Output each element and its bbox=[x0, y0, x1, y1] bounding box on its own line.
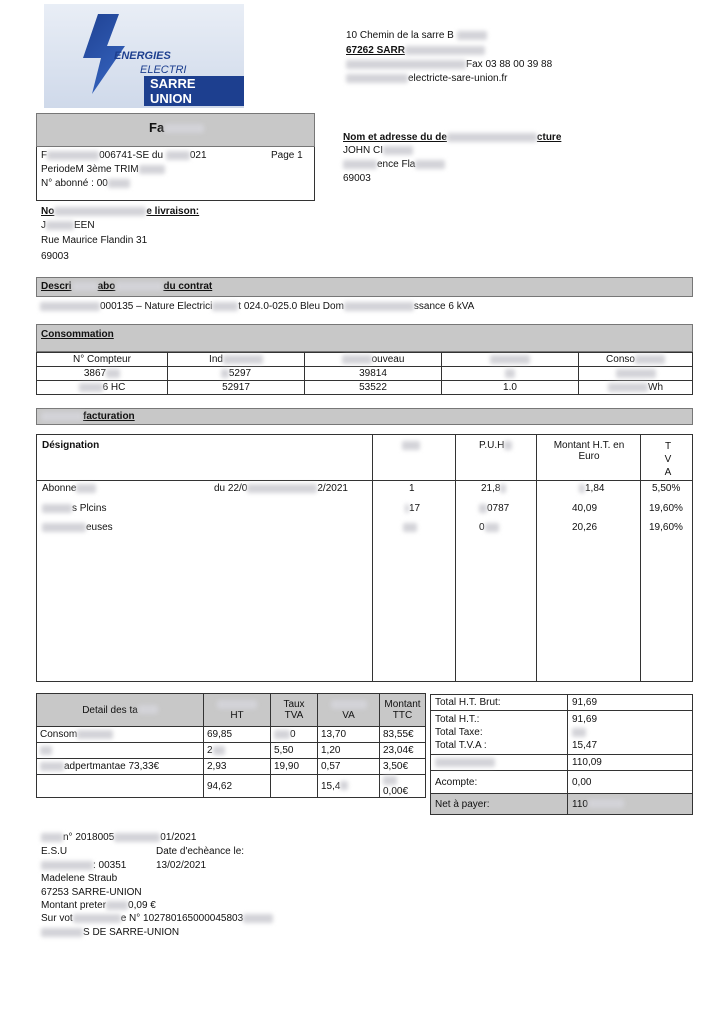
montant-header: Montant H.T. en Euro bbox=[553, 440, 625, 462]
acompte-row: Acompte: 0,00 bbox=[431, 771, 693, 794]
col-index-header: Ind bbox=[168, 353, 305, 367]
table-row: 3867 5297 39814 bbox=[37, 367, 693, 381]
due-date-value: 13/02/2021 bbox=[156, 860, 207, 871]
page-number: Page 1 bbox=[271, 150, 303, 161]
contract-heading: Descri abo du contrat bbox=[41, 281, 213, 292]
delivery-name: J EEN bbox=[41, 220, 95, 231]
delivery-heading: No e livraison: bbox=[41, 206, 200, 217]
row1-designation: Abonne bbox=[42, 483, 96, 494]
row2-designation: s Plcins bbox=[42, 503, 106, 514]
payment-line6: Montant preter 0,09 € bbox=[41, 900, 156, 911]
subscriber-number: N° abonné : 00 bbox=[41, 178, 130, 189]
invoice-period: PeriodeM 3ème TRIM bbox=[41, 164, 165, 175]
row2-qty: 17 bbox=[405, 503, 420, 514]
col-coef-header bbox=[442, 353, 579, 367]
payment-line2: E.S.U bbox=[41, 846, 68, 857]
row2-montant: 40,09 bbox=[572, 503, 598, 514]
designation-header: Désignation bbox=[42, 440, 100, 451]
logo-line2: ELECTRI bbox=[140, 64, 187, 76]
consommation-table bbox=[36, 352, 693, 395]
puht-header: P.U.H bbox=[479, 440, 512, 451]
invoice-number: F 006741-SE du 021 bbox=[41, 150, 207, 161]
invoice-info-box bbox=[36, 147, 315, 201]
row1-qty: 1 bbox=[409, 483, 415, 494]
contract-heading-bar bbox=[36, 277, 693, 297]
row3-puht: 0 bbox=[479, 522, 499, 533]
invoice-title: Fa bbox=[149, 120, 204, 135]
total-ht-tax-tva-row: Total H.T.: Total Taxe: Total T.V.A : 91,69 15,47 bbox=[431, 711, 693, 755]
row1-period: du 22/0 2/2021 bbox=[214, 483, 348, 494]
facturation-heading: facturation bbox=[41, 411, 135, 422]
payment-line7: Sur vot e N° 102780165000045803 bbox=[41, 913, 273, 924]
table-row: 2 5,50 1,20 23,04€ bbox=[37, 743, 426, 759]
recipient-street: ence Fla bbox=[343, 159, 445, 170]
sender-phone: Fax 03 88 00 39 88 bbox=[346, 59, 552, 70]
row3-designation: euses bbox=[42, 522, 113, 533]
col-compteur-header: N° Compteur bbox=[37, 353, 168, 367]
total-ttc-row: 110,09 bbox=[431, 755, 693, 771]
total-brut-row: Total H.T. Brut: 91,69 bbox=[431, 695, 693, 711]
payment-line3: : 00351 bbox=[41, 860, 126, 871]
table-row: Consom 69,85 0 13,70 83,55€ bbox=[37, 727, 426, 743]
sender-email: electricte-sare-union.fr bbox=[346, 73, 507, 84]
row3-montant: 20,26 bbox=[572, 522, 598, 533]
contract-description: 000135 – Nature Electrici t 024.0-025.0 Bleu Dom ssance 6 kVA bbox=[40, 301, 474, 312]
consommation-heading: Consommation bbox=[41, 329, 114, 340]
table-row: 6 HC 52917 53522 1.0 Wh bbox=[37, 381, 693, 395]
company-logo bbox=[44, 4, 244, 108]
payment-line4: Madelene Straub bbox=[41, 873, 118, 884]
row1-montant: 1,84 bbox=[579, 483, 604, 494]
consommation-header-row bbox=[37, 353, 693, 367]
payment-line1: n° 2018005 01/2021 bbox=[41, 832, 196, 843]
facturation-table bbox=[36, 434, 693, 682]
row1-tva: 5,50% bbox=[652, 483, 681, 494]
row3-tva: 19,60% bbox=[649, 522, 683, 533]
col-conso-header: Conso bbox=[579, 353, 693, 367]
recipient-heading: Nom et adresse du de cture bbox=[343, 132, 562, 143]
delivery-street: Rue Maurice Flandin 31 bbox=[41, 235, 148, 246]
tax-header-row: Detail des ta HT Taux TVA VA Montant TTC bbox=[37, 694, 426, 727]
payment-line8: S DE SARRE-UNION bbox=[41, 927, 179, 938]
qty-header bbox=[402, 440, 420, 451]
row1-puht: 21,8 bbox=[481, 483, 506, 494]
invoice-title-bar bbox=[36, 113, 315, 147]
tax-totals-row: 94,62 15,4 0,00€ bbox=[37, 775, 426, 798]
sender-city: 67262 SARR bbox=[346, 45, 485, 56]
net-a-payer-row: Net à payer: 110 bbox=[431, 794, 693, 815]
logo-line1: ENERGIES bbox=[114, 50, 171, 62]
row2-puht: 0787 bbox=[479, 503, 509, 514]
row2-tva: 19,60% bbox=[649, 503, 683, 514]
due-date-label: Date d'echèance le: bbox=[156, 846, 245, 857]
logo-line3: SARRE UNION bbox=[144, 76, 244, 106]
row3-qty bbox=[403, 522, 417, 533]
col-nouveau-header: ouveau bbox=[305, 353, 442, 367]
recipient-name: JOHN CI bbox=[343, 145, 413, 156]
table-row: adpertmantae 73,33€ 2,93 19,90 0,57 3,50€ bbox=[37, 759, 426, 775]
totals-table bbox=[430, 694, 693, 815]
recipient-zip: 69003 bbox=[343, 173, 371, 184]
sender-address: 10 Chemin de la sarre B bbox=[346, 30, 487, 41]
tva-header: T V A bbox=[664, 441, 672, 478]
payment-line5: 67253 SARRE-UNION bbox=[41, 887, 142, 898]
delivery-zip: 69003 bbox=[41, 251, 69, 262]
facturation-heading-bar bbox=[36, 408, 693, 425]
tax-detail-table bbox=[36, 693, 426, 798]
consommation-heading-bar bbox=[36, 324, 693, 352]
